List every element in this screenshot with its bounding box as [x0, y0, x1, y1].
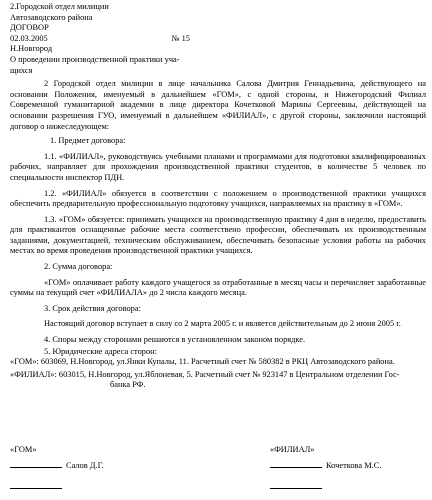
signature-left-name: Салов Д.Г. — [66, 460, 104, 470]
document-number: № 15 — [171, 33, 190, 43]
section-4-title: 4. Споры между сторонами решаются в установленном законом порядке. — [44, 335, 306, 345]
signature-left-party: «ГОМ» — [10, 445, 37, 454]
signature-right-party: «ФИЛИАЛ» — [270, 445, 315, 454]
clause-1-2: 1.2. «ФИЛИАЛ» обязуется в соответствии с положением о производственной практики учащихся обеспечить предварительную профессиональную подготовку учащихся, направляемых на практику в «ГОМ». — [10, 188, 426, 209]
document-type: ДОГОВОР — [10, 23, 49, 33]
org-line-2: Автозаводского района — [10, 12, 93, 22]
signature-right — [270, 445, 381, 489]
section-3-text: Настоящий договор вступает в силу со 2 марта 2005 г. и является действительным до 2 июня 2005 г. — [44, 319, 401, 329]
date-number-row — [10, 34, 190, 45]
signature-left-date-line — [10, 488, 62, 489]
signature-right-name: Кочеткова М.С. — [326, 460, 382, 470]
city: Н.Новгород — [10, 44, 53, 54]
clause-1-3: 1.3. «ГОМ» обязуется: принимать учащихся на производственную практику 4 дня в неделю, предоставить для практикантов оснащенные рабочие места соответствено профессии, обеспечивать их производственным заданиями, документацией, техническим обслуживанием, обеспечивать безопасные условия работы на рабочих местах во время проведения производственной практики учащихся. — [10, 214, 426, 256]
document-date: 02.03.2005 — [10, 33, 48, 43]
section-2-title: 2. Сумма договора: — [44, 262, 113, 272]
section-3-title: 3. Срок действия договора: — [44, 303, 141, 313]
address-gom: «ГОМ»: 603069, Н.Новгород, ул.Янки Купалы, 11. Расчетный счет № 580382 в РКЦ Автозаводского района. — [10, 357, 395, 367]
subject-line-1: О проведении производственной практики уча- — [10, 54, 180, 64]
section-2-text: «ГОМ» оплачивает работу каждого учащегося за отработанные в месяц часы и перечисляет заработанные суммы на текущий счет «ФИЛИАЛА» до 2 числа каждого месяца. — [10, 277, 426, 298]
signature-left — [10, 445, 104, 489]
preamble: 2 Городской отдел милиции в лице начальника Салова Дмитрия Геннадьевича, действующего на основании Положения, именуемый в дальнейшем «ГОМ», с одной стороны, и Нижегородский Филиал Современной гуманитарной академии в лице директора Кочетковой Марины Сергеевны, действующей на основании разрешения ГУО, именуемый в дальнейшем «ФИЛИАЛ», с другой стороны, заключили настоящий договор о нижеследующем: — [10, 79, 426, 131]
signature-right-line — [270, 467, 322, 468]
signature-left-line — [10, 467, 62, 468]
section-1-title: 1. Предмет договора: — [50, 136, 126, 146]
address-filial-line-2: банка РФ. — [110, 380, 146, 390]
section-5-title: 5. Юридические адреса сторон: — [44, 346, 157, 356]
org-line-1: 2.Городской отдел милиции — [10, 2, 109, 11]
signature-right-date-line — [270, 488, 322, 489]
subject-line-2: щихся — [10, 65, 33, 75]
clause-1-1: 1.1. «ФИЛИАЛ», руководствуясь учебными планами и программами для подготовки квалифицированных рабочих, направляет для прохождения производственной практики студентов, в количестве 5 человек по специальности инспектор ПДН. — [10, 151, 426, 182]
address-filial-line-1: «ФИЛИАЛ»: 603015, Н.Новгород, ул.Яблоневая, 5. Расчетный счет № 923147 в Центральном отделении Гос- — [10, 369, 400, 379]
